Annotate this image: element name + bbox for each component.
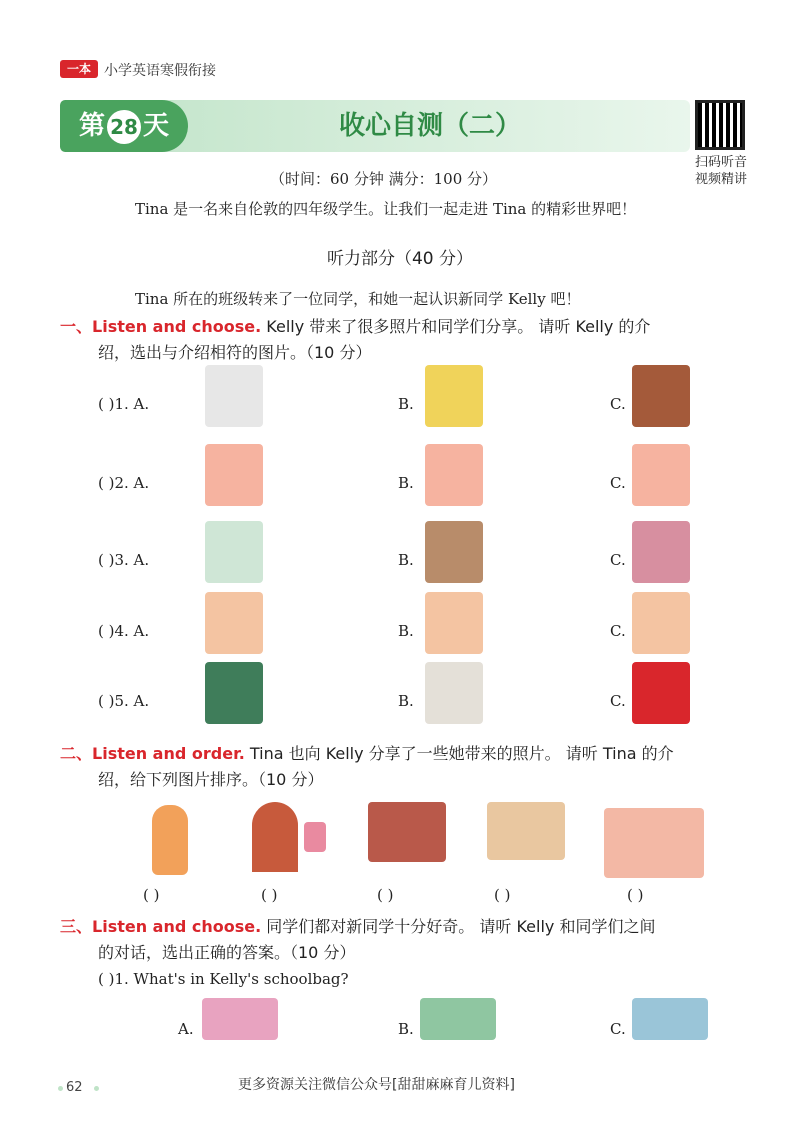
footer-dot bbox=[94, 1086, 99, 1091]
part1-title bbox=[60, 314, 760, 366]
order-blank-5[interactable]: ( ) bbox=[627, 886, 644, 904]
part3-opt-a-label[interactable]: A. bbox=[178, 1020, 194, 1038]
part1-q1-picture-b bbox=[425, 365, 483, 427]
desk-books-picture bbox=[368, 802, 446, 862]
day-suffix: 天 bbox=[143, 111, 170, 141]
part1-q2-label[interactable]: ( )2. A. bbox=[98, 474, 150, 492]
part3-title bbox=[60, 914, 760, 966]
part2-en: Listen and order. bbox=[92, 744, 245, 763]
part1-q4-picture-c bbox=[632, 592, 690, 654]
part1-q4-opt-b[interactable]: B. bbox=[398, 622, 414, 640]
part3-opt-b-label[interactable]: B. bbox=[398, 1020, 414, 1038]
books-picture-c bbox=[632, 998, 708, 1040]
part1-q4-opt-c[interactable]: C. bbox=[610, 622, 626, 640]
part1-q1-opt-c[interactable]: C. bbox=[610, 395, 626, 413]
qr-label-line1: 扫码听音 bbox=[694, 155, 747, 170]
day-prefix: 第 bbox=[78, 111, 105, 141]
footer-note: 更多资源关注微信公众号[甜甜麻麻育儿资料] bbox=[238, 1077, 515, 1093]
kitchen-picture bbox=[487, 802, 565, 860]
part1-q1-picture-a bbox=[205, 365, 263, 427]
order-blank-2[interactable]: ( ) bbox=[261, 886, 278, 904]
part1-q3-label[interactable]: ( )3. A. bbox=[98, 551, 150, 569]
qr-code-icon[interactable] bbox=[695, 100, 745, 150]
girl-walking-picture bbox=[152, 805, 188, 875]
part1-q3-picture-a bbox=[205, 521, 263, 583]
time-info: （时间：60 分钟 满分：100 分） bbox=[270, 170, 498, 188]
part2-desc1: Tina 也向 Kelly 分享了一些她带来的照片。 请听 Tina 的介 bbox=[244, 744, 674, 763]
order-blank-3[interactable]: ( ) bbox=[377, 886, 394, 904]
part3-desc2: 的对话，选出正确的答案。（10 分） bbox=[98, 943, 356, 962]
part1-q1-label[interactable]: ( )1. A. bbox=[98, 395, 150, 413]
qr-label-line2: 视频精讲 bbox=[694, 172, 747, 187]
part2-num: 二、 bbox=[60, 744, 93, 763]
listening-heading: 听力部分（40 分） bbox=[326, 249, 474, 269]
part1-q5-label[interactable]: ( )5. A. bbox=[98, 692, 150, 710]
part1-q3-opt-c[interactable]: C. bbox=[610, 551, 626, 569]
part1-q4-label[interactable]: ( )4. A. bbox=[98, 622, 150, 640]
intro-text: Tina 是一名来自伦敦的四年级学生。让我们一起走进 Tina 的精彩世界吧！ bbox=[135, 200, 637, 218]
part1-q5-opt-c[interactable]: C. bbox=[610, 692, 626, 710]
part3-en: Listen and choose. bbox=[92, 917, 262, 936]
part1-q2-picture-a bbox=[205, 444, 263, 506]
part1-q5-opt-b[interactable]: B. bbox=[398, 692, 414, 710]
part1-q3-opt-b[interactable]: B. bbox=[398, 551, 414, 569]
day-number: 28 bbox=[107, 110, 141, 144]
part1-q5-picture-b bbox=[425, 662, 483, 724]
part1-q2-opt-c[interactable]: C. bbox=[610, 474, 626, 492]
part1-num: 一、 bbox=[60, 317, 93, 336]
part1-desc2: 绍，选出与介绍相符的图片。（10 分） bbox=[98, 343, 372, 362]
part1-q5-picture-a bbox=[205, 662, 263, 724]
part1-q2-picture-b bbox=[425, 444, 483, 506]
part3-question-1: ( )1. What's in Kelly's schoolbag? bbox=[98, 970, 349, 988]
part2-title bbox=[60, 741, 760, 793]
part1-desc1: Kelly 带来了很多照片和同学们分享。 请听 Kelly 的介 bbox=[261, 317, 651, 336]
flower-frame-picture bbox=[304, 822, 326, 852]
footer-dot bbox=[58, 1086, 63, 1091]
page-number: 62 bbox=[66, 1080, 83, 1095]
part1-q4-picture-a bbox=[205, 592, 263, 654]
part1-q1-picture-c bbox=[632, 365, 690, 427]
part2-desc2: 绍，给下列图片排序。（10 分） bbox=[98, 770, 324, 789]
series-title: 小学英语寒假衔接 bbox=[104, 63, 216, 79]
day-badge bbox=[60, 100, 188, 152]
order-blank-1[interactable]: ( ) bbox=[143, 886, 160, 904]
part1-q3-picture-c bbox=[632, 521, 690, 583]
brand-logo: 一本 bbox=[60, 60, 98, 78]
part3-num: 三、 bbox=[60, 917, 93, 936]
page-title: 收心自测（二） bbox=[338, 111, 521, 141]
listening-intro: Tina 所在的班级转来了一位同学，和她一起认识新同学 Kelly 吧！ bbox=[135, 290, 581, 308]
qr-label bbox=[686, 154, 756, 188]
part1-q3-picture-b bbox=[425, 521, 483, 583]
part3-opt-c-label[interactable]: C. bbox=[610, 1020, 626, 1038]
books-picture-b bbox=[420, 998, 496, 1040]
window-picture bbox=[252, 802, 298, 872]
order-blank-4[interactable]: ( ) bbox=[494, 886, 511, 904]
part1-q2-opt-b[interactable]: B. bbox=[398, 474, 414, 492]
part3-desc1: 同学们都对新同学十分好奇。 请听 Kelly 和同学们之间 bbox=[261, 917, 656, 936]
part1-q4-picture-b bbox=[425, 592, 483, 654]
part1-q2-picture-c bbox=[632, 444, 690, 506]
part1-en: Listen and choose. bbox=[92, 317, 262, 336]
part1-q5-picture-c bbox=[632, 662, 690, 724]
family-picture bbox=[604, 808, 704, 878]
part1-q1-opt-b[interactable]: B. bbox=[398, 395, 414, 413]
books-picture-a bbox=[202, 998, 278, 1040]
